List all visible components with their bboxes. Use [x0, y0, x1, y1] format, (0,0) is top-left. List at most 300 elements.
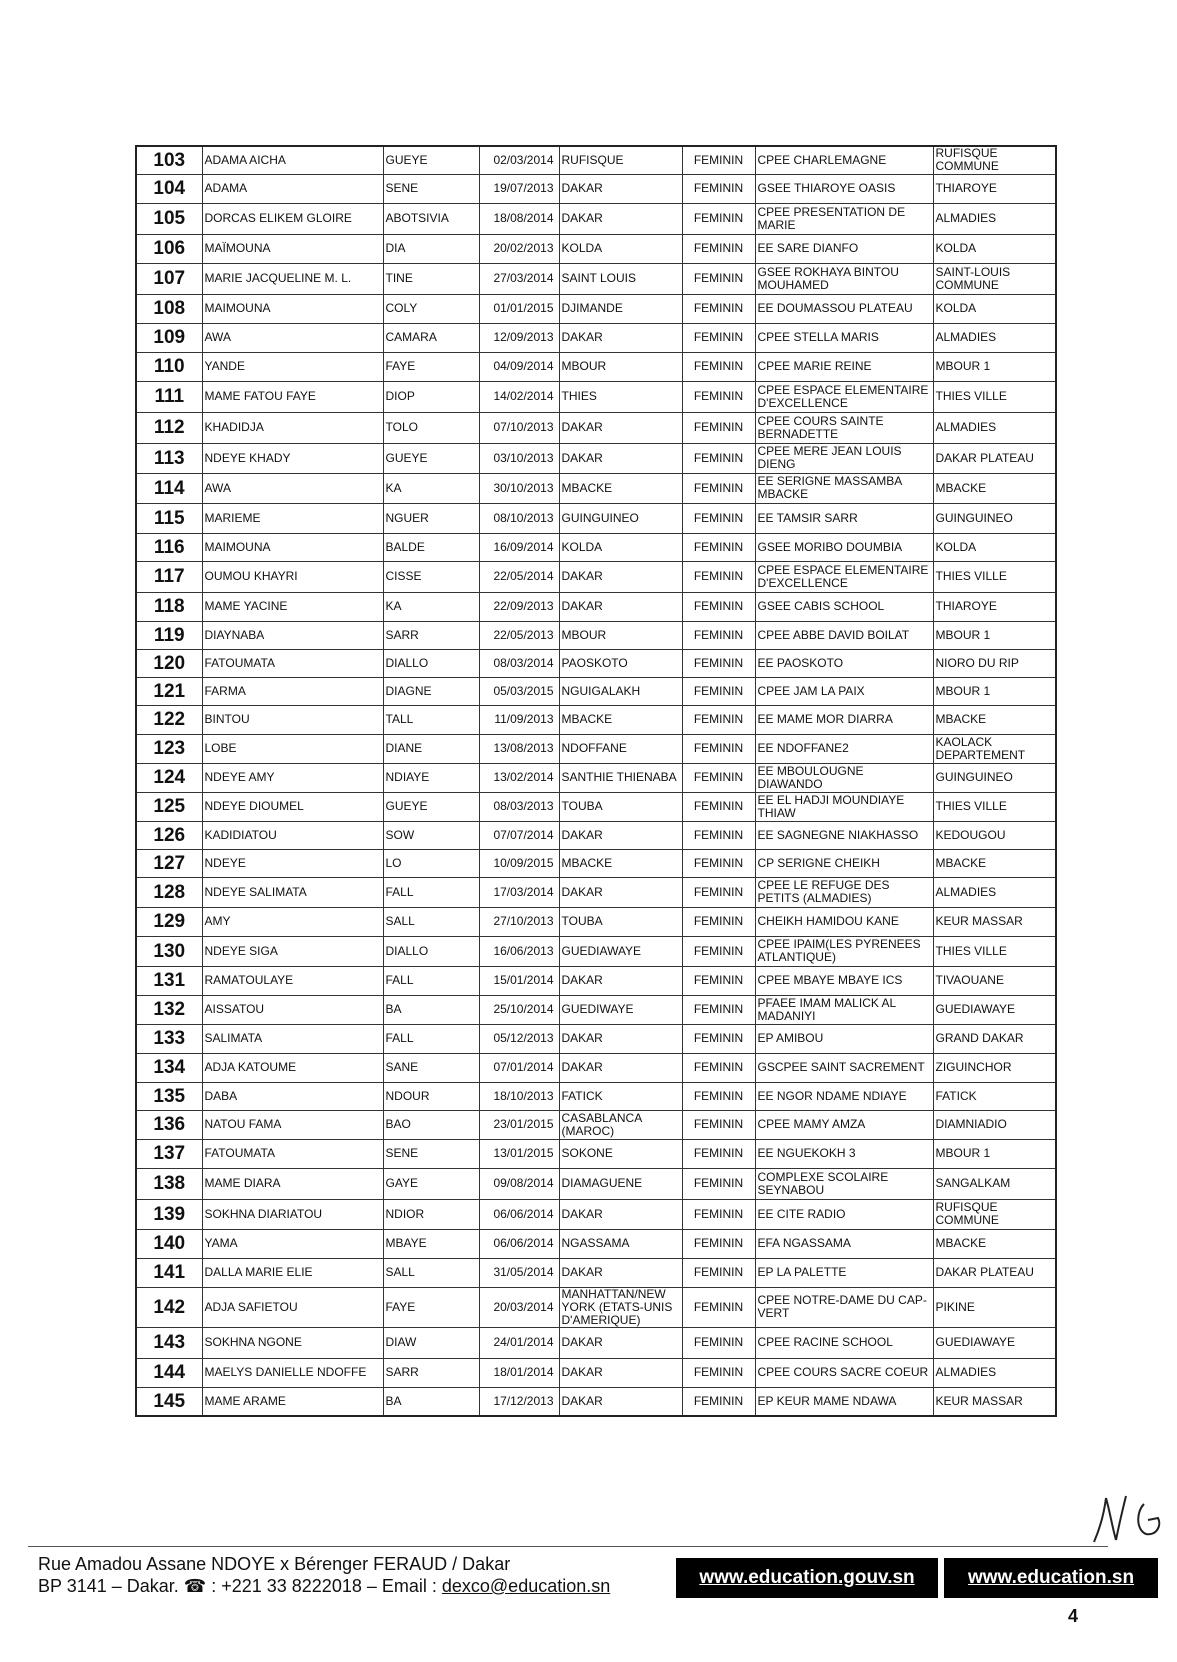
last-name-cell: KA	[383, 592, 479, 621]
table-row	[136, 1053, 1056, 1082]
district-cell: ALMADIES	[933, 203, 1056, 234]
address-bp: BP 3141 – Dakar.	[38, 1576, 184, 1596]
school-name-cell: CPEE COURS SACRE COEUR	[755, 1358, 933, 1387]
district-cell: NIORO DU RIP	[933, 649, 1056, 677]
last-name-cell: GUEYE	[383, 146, 479, 174]
row-number-cell: 125	[136, 792, 202, 821]
student-list-sheet	[135, 145, 1057, 1417]
birth-date-cell: 06/06/2014	[479, 1229, 559, 1258]
table-row	[136, 1168, 1056, 1199]
district-cell: GUINGUINEO	[933, 503, 1056, 533]
birth-date-cell: 30/10/2013	[479, 473, 559, 503]
table-row	[136, 1110, 1056, 1139]
gender-cell: FEMININ	[682, 821, 755, 849]
row-number-cell: 108	[136, 294, 202, 323]
district-cell: FATICK	[933, 1082, 1056, 1110]
birth-place-cell: DJIMANDE	[559, 294, 682, 323]
website-link-education[interactable]: www.education.sn	[944, 1558, 1158, 1598]
school-name-cell: CPEE MARIE REINE	[755, 352, 933, 381]
row-number-cell: 116	[136, 533, 202, 561]
birth-place-cell: DAKAR	[559, 323, 682, 352]
table-row	[136, 966, 1056, 995]
first-name-cell: AWA	[202, 323, 383, 352]
birth-date-cell: 13/02/2014	[479, 763, 559, 792]
table-row	[136, 649, 1056, 677]
table-row	[136, 381, 1056, 412]
gender-cell: FEMININ	[682, 649, 755, 677]
table-row	[136, 1139, 1056, 1168]
table-row	[136, 503, 1056, 533]
first-name-cell: RAMATOULAYE	[202, 966, 383, 995]
table-row	[136, 294, 1056, 323]
row-number-cell: 136	[136, 1110, 202, 1139]
school-name-cell: EE MAME MOR DIARRA	[755, 705, 933, 734]
birth-place-cell: DAKAR	[559, 1387, 682, 1416]
first-name-cell: SOKHNA NGONE	[202, 1327, 383, 1358]
birth-place-cell: MANHATTAN/NEW YORK (ETATS-UNIS D'AMERIQUE)	[559, 1287, 682, 1327]
birth-place-cell: MBACKE	[559, 849, 682, 877]
last-name-cell: CISSE	[383, 561, 479, 592]
table-row	[136, 146, 1056, 174]
birth-date-cell: 27/10/2013	[479, 907, 559, 936]
gender-cell: FEMININ	[682, 1168, 755, 1199]
school-name-cell: EE DOUMASSOU PLATEAU	[755, 294, 933, 323]
birth-place-cell: DAKAR	[559, 1053, 682, 1082]
first-name-cell: MARIEME	[202, 503, 383, 533]
address-phone: : +221 33 8222018 – Email :	[206, 1576, 442, 1596]
last-name-cell: MBAYE	[383, 1229, 479, 1258]
birth-place-cell: DAKAR	[559, 592, 682, 621]
gender-cell: FEMININ	[682, 174, 755, 203]
birth-place-cell: DIAMAGUENE	[559, 1168, 682, 1199]
school-name-cell: CPEE STELLA MARIS	[755, 323, 933, 352]
last-name-cell: GAYE	[383, 1168, 479, 1199]
school-name-cell: CPEE PRESENTATION DE MARIE	[755, 203, 933, 234]
district-cell: KOLDA	[933, 294, 1056, 323]
school-name-cell: EE EL HADJI MOUNDIAYE THIAW	[755, 792, 933, 821]
gender-cell: FEMININ	[682, 561, 755, 592]
district-cell: DAKAR PLATEAU	[933, 1258, 1056, 1287]
first-name-cell: SALIMATA	[202, 1024, 383, 1053]
last-name-cell: SALL	[383, 1258, 479, 1287]
school-name-cell: EFA NGASSAMA	[755, 1229, 933, 1258]
district-cell: KEDOUGOU	[933, 821, 1056, 849]
school-name-cell: EE SAGNEGNE NIAKHASSO	[755, 821, 933, 849]
last-name-cell: KA	[383, 473, 479, 503]
district-cell: MBOUR 1	[933, 352, 1056, 381]
gender-cell: FEMININ	[682, 936, 755, 966]
first-name-cell: ADAMA	[202, 174, 383, 203]
row-number-cell: 106	[136, 234, 202, 263]
district-cell: THIES VILLE	[933, 792, 1056, 821]
email-link[interactable]: dexco@education.sn	[441, 1576, 611, 1596]
district-cell: MBACKE	[933, 849, 1056, 877]
school-name-cell: EE MBOULOUGNE DIAWANDO	[755, 763, 933, 792]
student-list-body	[136, 146, 1056, 1416]
birth-place-cell: DAKAR	[559, 966, 682, 995]
district-cell: MBOUR 1	[933, 677, 1056, 705]
school-name-cell: CPEE ABBE DAVID BOILAT	[755, 621, 933, 649]
birth-date-cell: 18/10/2013	[479, 1082, 559, 1110]
gender-cell: FEMININ	[682, 677, 755, 705]
row-number-cell: 133	[136, 1024, 202, 1053]
table-row	[136, 677, 1056, 705]
gender-cell: FEMININ	[682, 877, 755, 907]
district-cell: ALMADIES	[933, 412, 1056, 443]
gender-cell: FEMININ	[682, 592, 755, 621]
district-cell: GRAND DAKAR	[933, 1024, 1056, 1053]
birth-date-cell: 20/02/2013	[479, 234, 559, 263]
last-name-cell: BAO	[383, 1110, 479, 1139]
birth-place-cell: DAKAR	[559, 1358, 682, 1387]
first-name-cell: DABA	[202, 1082, 383, 1110]
gender-cell: FEMININ	[682, 323, 755, 352]
birth-place-cell: SOKONE	[559, 1139, 682, 1168]
birth-date-cell: 04/09/2014	[479, 352, 559, 381]
school-name-cell: EE TAMSIR SARR	[755, 503, 933, 533]
district-cell: KEUR MASSAR	[933, 1387, 1056, 1416]
first-name-cell: MAIMOUNA	[202, 294, 383, 323]
birth-date-cell: 13/08/2013	[479, 734, 559, 763]
first-name-cell: ADAMA AICHA	[202, 146, 383, 174]
district-cell: GUINGUINEO	[933, 763, 1056, 792]
birth-date-cell: 27/03/2014	[479, 263, 559, 294]
school-name-cell: CP SERIGNE CHEIKH	[755, 849, 933, 877]
gender-cell: FEMININ	[682, 1229, 755, 1258]
birth-place-cell: GUINGUINEO	[559, 503, 682, 533]
row-number-cell: 103	[136, 146, 202, 174]
gender-cell: FEMININ	[682, 621, 755, 649]
last-name-cell: BALDE	[383, 533, 479, 561]
gender-cell: FEMININ	[682, 412, 755, 443]
first-name-cell: ADJA KATOUME	[202, 1053, 383, 1082]
row-number-cell: 142	[136, 1287, 202, 1327]
first-name-cell: MAIMOUNA	[202, 533, 383, 561]
birth-date-cell: 07/07/2014	[479, 821, 559, 849]
district-cell: TIVAOUANE	[933, 966, 1056, 995]
gender-cell: FEMININ	[682, 1327, 755, 1358]
birth-date-cell: 08/10/2013	[479, 503, 559, 533]
table-row	[136, 561, 1056, 592]
birth-place-cell: NGASSAMA	[559, 1229, 682, 1258]
row-number-cell: 128	[136, 877, 202, 907]
last-name-cell: SARR	[383, 621, 479, 649]
district-cell: GUEDIAWAYE	[933, 995, 1056, 1024]
row-number-cell: 137	[136, 1139, 202, 1168]
birth-place-cell: DAKAR	[559, 174, 682, 203]
gender-cell: FEMININ	[682, 1139, 755, 1168]
page-number: 4	[1068, 1606, 1079, 1626]
school-name-cell: EE PAOSKOTO	[755, 649, 933, 677]
website-link-gouv[interactable]: www.education.gouv.sn	[676, 1558, 938, 1598]
school-name-cell: CPEE ESPACE ELEMENTAIRE D'EXCELLENCE	[755, 381, 933, 412]
district-cell: THIAROYE	[933, 592, 1056, 621]
school-name-cell: CPEE MERE JEAN LOUIS DIENG	[755, 443, 933, 473]
gender-cell: FEMININ	[682, 734, 755, 763]
gender-cell: FEMININ	[682, 263, 755, 294]
address-line-1: Rue Amadou Assane NDOYE x Bérenger FERAUD / Dakar	[38, 1554, 511, 1574]
row-number-cell: 119	[136, 621, 202, 649]
school-name-cell: CPEE LE REFUGE DES PETITS (ALMADIES)	[755, 877, 933, 907]
gender-cell: FEMININ	[682, 907, 755, 936]
row-number-cell: 111	[136, 381, 202, 412]
last-name-cell: FALL	[383, 877, 479, 907]
last-name-cell: DIALLO	[383, 936, 479, 966]
first-name-cell: MARIE JACQUELINE M. L.	[202, 263, 383, 294]
row-number-cell: 114	[136, 473, 202, 503]
district-cell: MBACKE	[933, 473, 1056, 503]
row-number-cell: 138	[136, 1168, 202, 1199]
birth-date-cell: 08/03/2014	[479, 649, 559, 677]
district-cell: PIKINE	[933, 1287, 1056, 1327]
first-name-cell: MAME YACINE	[202, 592, 383, 621]
gender-cell: FEMININ	[682, 792, 755, 821]
table-row	[136, 1387, 1056, 1416]
last-name-cell: FAYE	[383, 1287, 479, 1327]
birth-place-cell: CASABLANCA (MAROC)	[559, 1110, 682, 1139]
birth-place-cell: DAKAR	[559, 203, 682, 234]
row-number-cell: 134	[136, 1053, 202, 1082]
birth-date-cell: 13/01/2015	[479, 1139, 559, 1168]
table-row	[136, 1287, 1056, 1327]
district-cell: SANGALKAM	[933, 1168, 1056, 1199]
first-name-cell: DIAYNABA	[202, 621, 383, 649]
last-name-cell: GUEYE	[383, 443, 479, 473]
first-name-cell: MAÏMOUNA	[202, 234, 383, 263]
birth-place-cell: MBACKE	[559, 473, 682, 503]
school-name-cell: GSEE THIAROYE OASIS	[755, 174, 933, 203]
row-number-cell: 135	[136, 1082, 202, 1110]
gender-cell: FEMININ	[682, 146, 755, 174]
district-cell: DAKAR PLATEAU	[933, 443, 1056, 473]
last-name-cell: DIANE	[383, 734, 479, 763]
last-name-cell: NDOUR	[383, 1082, 479, 1110]
school-name-cell: GSEE CABIS SCHOOL	[755, 592, 933, 621]
first-name-cell: AMY	[202, 907, 383, 936]
handwritten-signature	[1086, 1490, 1177, 1548]
birth-date-cell: 06/06/2014	[479, 1199, 559, 1229]
school-name-cell: EP KEUR MAME NDAWA	[755, 1387, 933, 1416]
first-name-cell: YAMA	[202, 1229, 383, 1258]
birth-date-cell: 11/09/2013	[479, 705, 559, 734]
table-row	[136, 705, 1056, 734]
row-number-cell: 132	[136, 995, 202, 1024]
row-number-cell: 129	[136, 907, 202, 936]
last-name-cell: LO	[383, 849, 479, 877]
first-name-cell: MAME FATOU FAYE	[202, 381, 383, 412]
gender-cell: FEMININ	[682, 705, 755, 734]
first-name-cell: NDEYE SIGA	[202, 936, 383, 966]
birth-date-cell: 01/01/2015	[479, 294, 559, 323]
birth-date-cell: 07/10/2013	[479, 412, 559, 443]
last-name-cell: NDIOR	[383, 1199, 479, 1229]
gender-cell: FEMININ	[682, 1258, 755, 1287]
birth-date-cell: 23/01/2015	[479, 1110, 559, 1139]
school-name-cell: COMPLEXE SCOLAIRE SEYNABOU	[755, 1168, 933, 1199]
school-name-cell: EP AMIBOU	[755, 1024, 933, 1053]
school-name-cell: EE SARE DIANFO	[755, 234, 933, 263]
birth-place-cell: SAINT LOUIS	[559, 263, 682, 294]
first-name-cell: AISSATOU	[202, 995, 383, 1024]
table-row	[136, 1258, 1056, 1287]
birth-place-cell: DAKAR	[559, 1024, 682, 1053]
row-number-cell: 131	[136, 966, 202, 995]
last-name-cell: FALL	[383, 966, 479, 995]
gender-cell: FEMININ	[682, 1110, 755, 1139]
birth-date-cell: 24/01/2014	[479, 1327, 559, 1358]
table-row	[136, 821, 1056, 849]
last-name-cell: SENE	[383, 174, 479, 203]
district-cell: KOLDA	[933, 533, 1056, 561]
school-name-cell: EE NGOR NDAME NDIAYE	[755, 1082, 933, 1110]
table-row	[136, 533, 1056, 561]
last-name-cell: SALL	[383, 907, 479, 936]
row-number-cell: 107	[136, 263, 202, 294]
birth-date-cell: 08/03/2013	[479, 792, 559, 821]
table-row	[136, 763, 1056, 792]
birth-date-cell: 18/01/2014	[479, 1358, 559, 1387]
first-name-cell: BINTOU	[202, 705, 383, 734]
last-name-cell: DIAGNE	[383, 677, 479, 705]
row-number-cell: 112	[136, 412, 202, 443]
district-cell: THIES VILLE	[933, 381, 1056, 412]
birth-place-cell: DAKAR	[559, 1199, 682, 1229]
table-row	[136, 792, 1056, 821]
last-name-cell: DIALLO	[383, 649, 479, 677]
birth-date-cell: 12/09/2013	[479, 323, 559, 352]
gender-cell: FEMININ	[682, 1024, 755, 1053]
row-number-cell: 120	[136, 649, 202, 677]
last-name-cell: DIA	[383, 234, 479, 263]
gender-cell: FEMININ	[682, 1387, 755, 1416]
row-number-cell: 130	[136, 936, 202, 966]
footer-address	[38, 1553, 610, 1597]
school-name-cell: CPEE MAMY AMZA	[755, 1110, 933, 1139]
row-number-cell: 127	[136, 849, 202, 877]
table-row	[136, 203, 1056, 234]
birth-place-cell: DAKAR	[559, 443, 682, 473]
table-row	[136, 352, 1056, 381]
school-name-cell: CPEE MBAYE MBAYE ICS	[755, 966, 933, 995]
birth-place-cell: MBOUR	[559, 621, 682, 649]
birth-place-cell: DAKAR	[559, 821, 682, 849]
district-cell: RUFISQUE COMMUNE	[933, 1199, 1056, 1229]
table-row	[136, 1229, 1056, 1258]
last-name-cell: FAYE	[383, 352, 479, 381]
school-name-cell: CPEE IPAIM(LES PYRENEES ATLANTIQUE)	[755, 936, 933, 966]
birth-place-cell: RUFISQUE	[559, 146, 682, 174]
last-name-cell: SARR	[383, 1358, 479, 1387]
gender-cell: FEMININ	[682, 533, 755, 561]
phone-icon: ☎	[183, 1576, 207, 1596]
row-number-cell: 109	[136, 323, 202, 352]
birth-date-cell: 05/12/2013	[479, 1024, 559, 1053]
gender-cell: FEMININ	[682, 995, 755, 1024]
birth-date-cell: 07/01/2014	[479, 1053, 559, 1082]
birth-place-cell: DAKAR	[559, 1327, 682, 1358]
table-row	[136, 1199, 1056, 1229]
first-name-cell: ADJA SAFIETOU	[202, 1287, 383, 1327]
school-name-cell: EE SERIGNE MASSAMBA MBACKE	[755, 473, 933, 503]
first-name-cell: MAME DIARA	[202, 1168, 383, 1199]
district-cell: KOLDA	[933, 234, 1056, 263]
district-cell: RUFISQUE COMMUNE	[933, 146, 1056, 174]
first-name-cell: KHADIDJA	[202, 412, 383, 443]
birth-date-cell: 22/09/2013	[479, 592, 559, 621]
row-number-cell: 145	[136, 1387, 202, 1416]
table-row	[136, 1358, 1056, 1387]
first-name-cell: LOBE	[202, 734, 383, 763]
first-name-cell: MAELYS DANIELLE NDOFFE	[202, 1358, 383, 1387]
first-name-cell: NDEYE AMY	[202, 763, 383, 792]
student-list-table	[135, 145, 1057, 1417]
school-name-cell: EE NGUEKOKH 3	[755, 1139, 933, 1168]
gender-cell: FEMININ	[682, 1358, 755, 1387]
district-cell: ZIGUINCHOR	[933, 1053, 1056, 1082]
last-name-cell: SOW	[383, 821, 479, 849]
table-row	[136, 734, 1056, 763]
school-name-cell: CPEE ESPACE ELEMENTAIRE D'EXCELLENCE	[755, 561, 933, 592]
first-name-cell: DORCAS ELIKEM GLOIRE	[202, 203, 383, 234]
birth-date-cell: 22/05/2013	[479, 621, 559, 649]
last-name-cell: DIOP	[383, 381, 479, 412]
district-cell: KAOLACK DEPARTEMENT	[933, 734, 1056, 763]
last-name-cell: DIAW	[383, 1327, 479, 1358]
row-number-cell: 141	[136, 1258, 202, 1287]
birth-date-cell: 20/03/2014	[479, 1287, 559, 1327]
gender-cell: FEMININ	[682, 203, 755, 234]
birth-date-cell: 25/10/2014	[479, 995, 559, 1024]
district-cell: MBACKE	[933, 705, 1056, 734]
gender-cell: FEMININ	[682, 1053, 755, 1082]
gender-cell: FEMININ	[682, 849, 755, 877]
birth-date-cell: 03/10/2013	[479, 443, 559, 473]
school-name-cell: CPEE JAM LA PAIX	[755, 677, 933, 705]
table-row	[136, 234, 1056, 263]
birth-place-cell: TOUBA	[559, 907, 682, 936]
first-name-cell: YANDE	[202, 352, 383, 381]
school-name-cell: PFAEE IMAM MALICK AL MADANIYI	[755, 995, 933, 1024]
district-cell: THIES VILLE	[933, 936, 1056, 966]
gender-cell: FEMININ	[682, 352, 755, 381]
district-cell: KEUR MASSAR	[933, 907, 1056, 936]
last-name-cell: FALL	[383, 1024, 479, 1053]
birth-place-cell: KOLDA	[559, 533, 682, 561]
district-cell: MBOUR 1	[933, 621, 1056, 649]
last-name-cell: BA	[383, 1387, 479, 1416]
birth-date-cell: 15/01/2014	[479, 966, 559, 995]
last-name-cell: TALL	[383, 705, 479, 734]
birth-place-cell: DAKAR	[559, 877, 682, 907]
gender-cell: FEMININ	[682, 1199, 755, 1229]
birth-date-cell: 16/09/2014	[479, 533, 559, 561]
school-name-cell: CPEE COURS SAINTE BERNADETTE	[755, 412, 933, 443]
last-name-cell: CAMARA	[383, 323, 479, 352]
first-name-cell: MAME ARAME	[202, 1387, 383, 1416]
last-name-cell: TINE	[383, 263, 479, 294]
district-cell: ALMADIES	[933, 323, 1056, 352]
birth-place-cell: KOLDA	[559, 234, 682, 263]
last-name-cell: NGUER	[383, 503, 479, 533]
birth-place-cell: GUEDIAWAYE	[559, 936, 682, 966]
table-row	[136, 174, 1056, 203]
row-number-cell: 122	[136, 705, 202, 734]
table-row	[136, 1082, 1056, 1110]
birth-date-cell: 02/03/2014	[479, 146, 559, 174]
birth-date-cell: 16/06/2013	[479, 936, 559, 966]
gender-cell: FEMININ	[682, 443, 755, 473]
birth-date-cell: 17/03/2014	[479, 877, 559, 907]
